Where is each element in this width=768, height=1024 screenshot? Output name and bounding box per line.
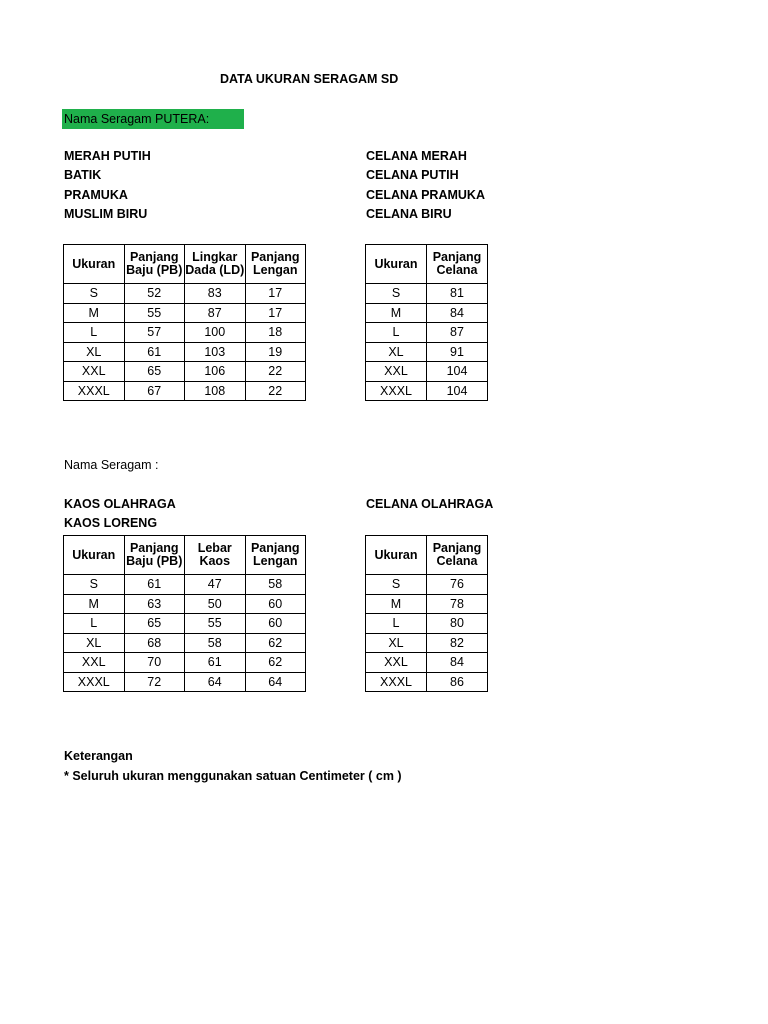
page-title: DATA UKURAN SERAGAM SD bbox=[220, 72, 399, 86]
table-row bbox=[64, 633, 306, 653]
table-cell: 65 bbox=[124, 362, 185, 382]
table-cell: S bbox=[366, 575, 427, 595]
list-item: MUSLIM BIRU bbox=[64, 206, 148, 221]
table-header-row bbox=[366, 245, 488, 284]
table-cell: S bbox=[366, 284, 427, 304]
table-cell: 18 bbox=[245, 323, 306, 343]
list-item: CELANA PRAMUKA bbox=[366, 187, 485, 202]
table-cell: 84 bbox=[427, 303, 488, 323]
table-cell: 70 bbox=[124, 653, 185, 673]
sport-pants-size-table bbox=[365, 535, 488, 692]
table-cell: XXXL bbox=[64, 672, 125, 692]
table-cell: 60 bbox=[245, 594, 306, 614]
column-header: Lebar Kaos bbox=[185, 536, 246, 575]
column-header: Ukuran bbox=[64, 245, 125, 284]
table-cell: 72 bbox=[124, 672, 185, 692]
list-item: CELANA OLAHRAGA bbox=[366, 497, 494, 511]
table-row bbox=[64, 284, 306, 304]
column-header: Lingkar Dada (LD) bbox=[185, 245, 246, 284]
column-header: Panjang Lengan bbox=[245, 536, 306, 575]
column-header: Panjang Baju (PB) bbox=[124, 536, 185, 575]
table-cell: S bbox=[64, 284, 125, 304]
list-item: MERAH PUTIH bbox=[64, 149, 151, 163]
list-item: KAOS OLAHRAGA bbox=[64, 497, 176, 511]
table-cell: 17 bbox=[245, 284, 306, 304]
table-cell: XL bbox=[366, 633, 427, 653]
table-row bbox=[366, 362, 488, 382]
keterangan-heading: Keterangan bbox=[64, 749, 133, 763]
putera-pants-list bbox=[366, 147, 485, 224]
keterangan-note: * Seluruh ukuran menggunakan satuan Centimeter ( cm ) bbox=[64, 769, 402, 783]
table-row bbox=[64, 653, 306, 673]
table-cell: XXL bbox=[64, 653, 125, 673]
table-row bbox=[64, 672, 306, 692]
table-cell: M bbox=[366, 303, 427, 323]
table-row bbox=[366, 381, 488, 401]
table-cell: L bbox=[366, 614, 427, 634]
table-cell: 100 bbox=[185, 323, 246, 343]
table-header-row bbox=[366, 536, 488, 575]
column-header: Panjang Celana bbox=[427, 245, 488, 284]
table-cell: 104 bbox=[427, 381, 488, 401]
table-cell: 80 bbox=[427, 614, 488, 634]
table-cell: XXL bbox=[366, 362, 427, 382]
table-cell: XL bbox=[64, 633, 125, 653]
list-item: CELANA PUTIH bbox=[366, 168, 459, 183]
table-cell: 87 bbox=[185, 303, 246, 323]
table-cell: 87 bbox=[427, 323, 488, 343]
table-cell: 84 bbox=[427, 653, 488, 673]
table-cell: 103 bbox=[185, 342, 246, 362]
table-cell: L bbox=[366, 323, 427, 343]
table-cell: 61 bbox=[124, 575, 185, 595]
column-header: Panjang Baju (PB) bbox=[124, 245, 185, 284]
table-cell: 82 bbox=[427, 633, 488, 653]
column-header: Ukuran bbox=[366, 245, 427, 284]
table-cell: 63 bbox=[124, 594, 185, 614]
table-cell: 106 bbox=[185, 362, 246, 382]
list-item: CELANA MERAH bbox=[366, 149, 467, 163]
table-header-row bbox=[64, 536, 306, 575]
column-header: Ukuran bbox=[64, 536, 125, 575]
table-row bbox=[366, 633, 488, 653]
table-cell: L bbox=[64, 323, 125, 343]
table-cell: XXXL bbox=[366, 381, 427, 401]
table-cell: 81 bbox=[427, 284, 488, 304]
table-row bbox=[64, 342, 306, 362]
table-cell: 19 bbox=[245, 342, 306, 362]
table-cell: 61 bbox=[185, 653, 246, 673]
table-row bbox=[64, 594, 306, 614]
table-header-row bbox=[64, 245, 306, 284]
table-cell: S bbox=[64, 575, 125, 595]
table-cell: 86 bbox=[427, 672, 488, 692]
table-cell: 55 bbox=[124, 303, 185, 323]
sport-shirt-size-table bbox=[63, 535, 306, 692]
list-item: BATIK bbox=[64, 168, 102, 183]
table-cell: L bbox=[64, 614, 125, 634]
table-cell: XXXL bbox=[64, 381, 125, 401]
table-row bbox=[366, 284, 488, 304]
table-cell: 58 bbox=[185, 633, 246, 653]
table-row bbox=[366, 303, 488, 323]
table-cell: 61 bbox=[124, 342, 185, 362]
column-header: Panjang Lengan bbox=[245, 245, 306, 284]
table-cell: XXL bbox=[366, 653, 427, 673]
table-row bbox=[64, 575, 306, 595]
table-cell: 104 bbox=[427, 362, 488, 382]
table-cell: XL bbox=[64, 342, 125, 362]
table-cell: XXXL bbox=[366, 672, 427, 692]
table-row bbox=[366, 594, 488, 614]
section-putera-label: Nama Seragam PUTERA: bbox=[62, 109, 244, 129]
sport-shirt-list bbox=[64, 495, 176, 534]
table-cell: M bbox=[366, 594, 427, 614]
list-item: PRAMUKA bbox=[64, 187, 128, 202]
table-row bbox=[366, 653, 488, 673]
table-cell: 78 bbox=[427, 594, 488, 614]
list-item: KAOS LORENG bbox=[64, 516, 158, 531]
table-cell: 83 bbox=[185, 284, 246, 304]
table-row bbox=[64, 614, 306, 634]
table-cell: 52 bbox=[124, 284, 185, 304]
table-row bbox=[64, 381, 306, 401]
table-cell: 60 bbox=[245, 614, 306, 634]
table-row bbox=[366, 323, 488, 343]
table-row bbox=[366, 342, 488, 362]
table-cell: 64 bbox=[245, 672, 306, 692]
table-cell: 64 bbox=[185, 672, 246, 692]
column-header: Panjang Celana bbox=[427, 536, 488, 575]
table-cell: 108 bbox=[185, 381, 246, 401]
table-cell: XXL bbox=[64, 362, 125, 382]
table-cell: 17 bbox=[245, 303, 306, 323]
table-cell: XL bbox=[366, 342, 427, 362]
table-cell: 22 bbox=[245, 381, 306, 401]
table-cell: 68 bbox=[124, 633, 185, 653]
table-cell: M bbox=[64, 594, 125, 614]
table-cell: M bbox=[64, 303, 125, 323]
table-cell: 65 bbox=[124, 614, 185, 634]
putera-shirt-list bbox=[64, 147, 151, 224]
section-2-label: Nama Seragam : bbox=[64, 458, 159, 472]
table-cell: 50 bbox=[185, 594, 246, 614]
putera-pants-size-table bbox=[365, 244, 488, 401]
table-cell: 76 bbox=[427, 575, 488, 595]
table-cell: 22 bbox=[245, 362, 306, 382]
table-cell: 47 bbox=[185, 575, 246, 595]
column-header: Ukuran bbox=[366, 536, 427, 575]
table-row bbox=[64, 323, 306, 343]
putera-shirt-size-table bbox=[63, 244, 306, 401]
table-cell: 62 bbox=[245, 633, 306, 653]
list-item: CELANA BIRU bbox=[366, 206, 452, 221]
table-row bbox=[64, 303, 306, 323]
table-cell: 58 bbox=[245, 575, 306, 595]
table-row bbox=[366, 614, 488, 634]
table-cell: 67 bbox=[124, 381, 185, 401]
table-cell: 91 bbox=[427, 342, 488, 362]
table-cell: 62 bbox=[245, 653, 306, 673]
table-row bbox=[366, 672, 488, 692]
table-row bbox=[366, 575, 488, 595]
sport-pants-list bbox=[366, 495, 493, 514]
table-cell: 55 bbox=[185, 614, 246, 634]
table-row bbox=[64, 362, 306, 382]
table-cell: 57 bbox=[124, 323, 185, 343]
